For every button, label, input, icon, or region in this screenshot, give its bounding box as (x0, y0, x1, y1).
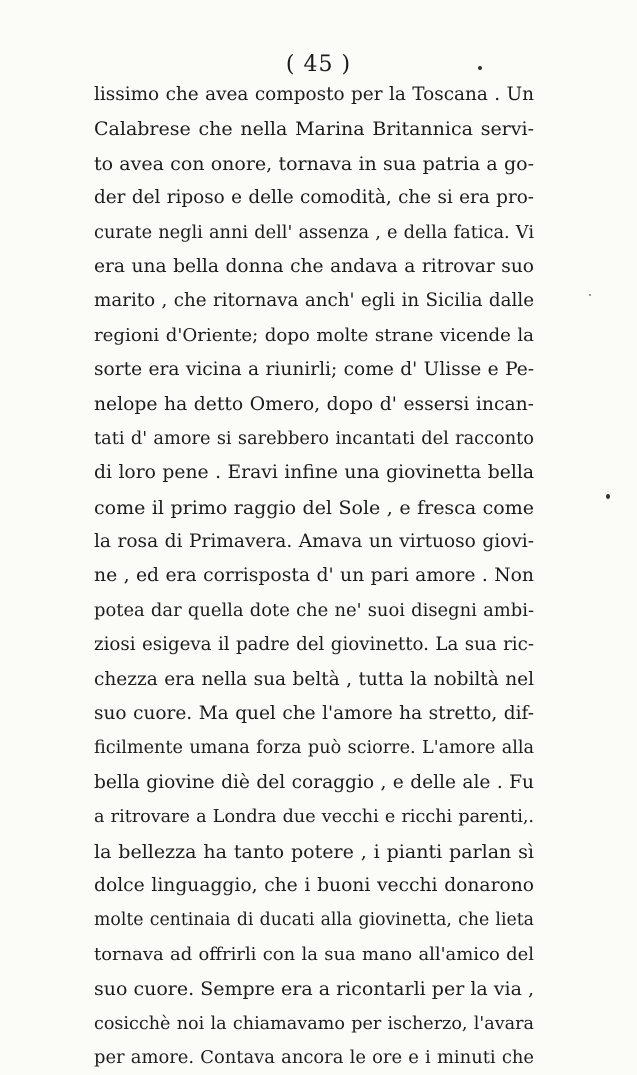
text-line: di loro pene . Eravi infine una giovinetta bella (94, 462, 534, 484)
text-line: per amore. Contava ancora le ore e i minuti che (94, 1046, 534, 1068)
body-text (94, 78, 534, 1075)
text-line: come il primo raggio del Sole , e fresca come (94, 496, 534, 519)
text-line: suo cuore. Ma quel che l'amore ha stretto, dif- (94, 703, 534, 725)
page-number: ( 45 ) (285, 52, 352, 77)
text-line: era una bella donna che andava a ritrovar suo (94, 255, 534, 277)
text-line: to avea con onore, tornava in sua patria a go- (94, 152, 534, 175)
text-line: la rosa di Primavera. Amava un virtuoso giovi- (94, 531, 534, 553)
ink-speck (606, 494, 610, 499)
text-line: tati d' amore si sarebbero incantati del racconto (94, 428, 534, 449)
text-line: curate negli anni dell' assenza , e della fatica. Vi (94, 222, 534, 243)
text-line: Calabrese che nella Marina Britannica servi- (94, 118, 534, 141)
ink-speck (478, 66, 482, 70)
ink-speck (589, 294, 591, 296)
text-line: ficilmente umana forza può sciorre. L'amore alla (94, 738, 534, 759)
text-line: nelope ha detto Omero, dopo d' essersi incan- (94, 393, 534, 415)
text-line: potea dar quella dote che ne' suoi disegni ambi- (94, 599, 534, 621)
text-line: chezza era nella sua beltà , tutta la nobiltà nel (94, 668, 534, 690)
text-line: tornava ad offrirli con la sua mano all'amico del (94, 943, 534, 965)
text-line: ziosi esigeva il padre del giovinetto. La sua ric- (94, 634, 534, 656)
text-line: la bellezza ha tanto potere , i pianti parlan sì (94, 840, 534, 863)
text-line: der del riposo e delle comodità, che si era pro- (94, 187, 534, 209)
text-line: dolce linguaggio, che i buoni vecchi donarono (94, 874, 534, 896)
text-line: lissimo che avea composto per la Toscana . Un (94, 84, 534, 105)
text-line: a ritrovare a Londra due vecchi e ricchi parenti,. (94, 807, 534, 828)
text-line: bella giovine diè del coraggio , e delle ale . Fu (94, 771, 534, 793)
text-line: ne , ed era corrisposta d' un pari amore . Non (94, 565, 534, 587)
text-line: suo cuore. Sempre era a ricontarli per la via , (94, 978, 534, 1001)
text-line: marito , che ritornava anch' egli in Sicilia dalle (94, 290, 534, 312)
text-line: molte centinaia di ducati alla giovinetta, che lieta (94, 910, 534, 931)
text-line: regioni d'Oriente; dopo molte strane vicende la (94, 324, 534, 346)
text-line: sorte era vicina a riunirli; come d' Ulisse e Pe- (94, 359, 534, 381)
text-line: cosicchè noi la chiamavamo per ischerzo, l'avara (94, 1013, 534, 1034)
